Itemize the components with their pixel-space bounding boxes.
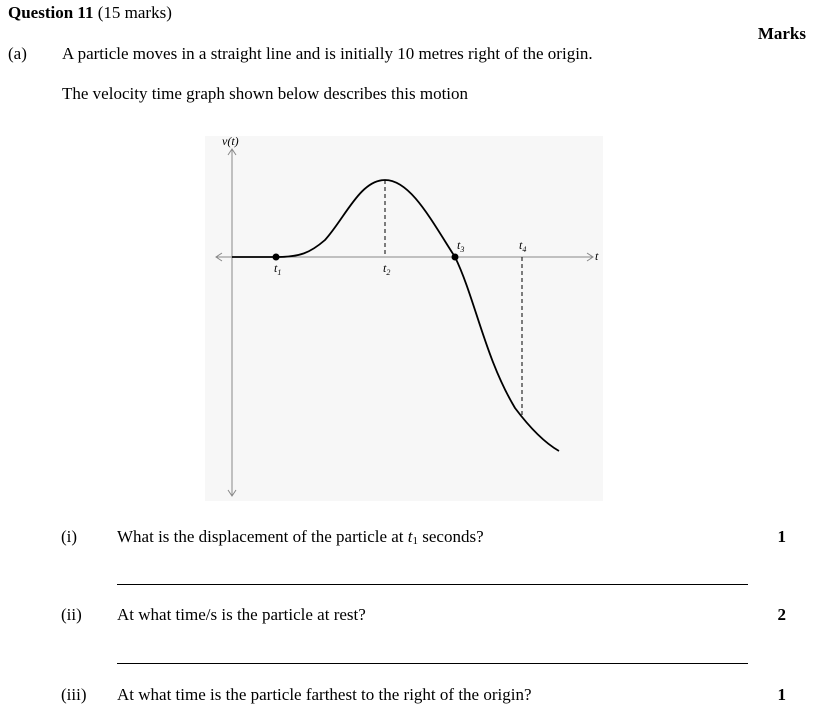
question-iii-number: (iii) [61, 685, 87, 704]
part-a-intro-line-1: A particle moves in a straight line and is initially 10 metres right of the origin. [62, 44, 593, 63]
question-title [8, 3, 172, 23]
answer-line-ii[interactable] [117, 663, 748, 664]
question-ii-text: At what time/s is the particle at rest? [117, 605, 366, 624]
part-a-label: (a) [8, 44, 27, 63]
question-ii-marks: 2 [777, 605, 786, 624]
t3-label: $t_3$ [457, 238, 465, 254]
t3-point [452, 254, 459, 261]
t2-label: $t_2$ [383, 261, 391, 277]
t4-label: $t_4$ [519, 238, 527, 254]
question-ii-number: (ii) [61, 605, 82, 624]
question-i-text: What is the displacement of the particle at t1 seconds? [117, 527, 484, 547]
y-axis-label: v(t) [222, 134, 239, 148]
question-i-marks: 1 [777, 527, 786, 546]
answer-line-i[interactable] [117, 584, 748, 585]
x-axis-label: t [595, 249, 599, 263]
question-label: Question 11 [8, 3, 94, 22]
question-iii-marks: 1 [777, 685, 786, 704]
question-total-marks: (15 marks) [97, 3, 172, 22]
velocity-time-graph [205, 128, 605, 503]
part-a-intro-line-2: The velocity time graph shown below describes this motion [62, 84, 469, 103]
t1-label: $t_1$ [274, 261, 282, 277]
marks-heading: Marks [757, 24, 806, 43]
t1-point [273, 254, 280, 261]
graph-background [205, 136, 603, 501]
question-iii-text: At what time is the particle farthest to the right of the origin? [117, 685, 532, 704]
question-i-number: (i) [61, 527, 78, 546]
